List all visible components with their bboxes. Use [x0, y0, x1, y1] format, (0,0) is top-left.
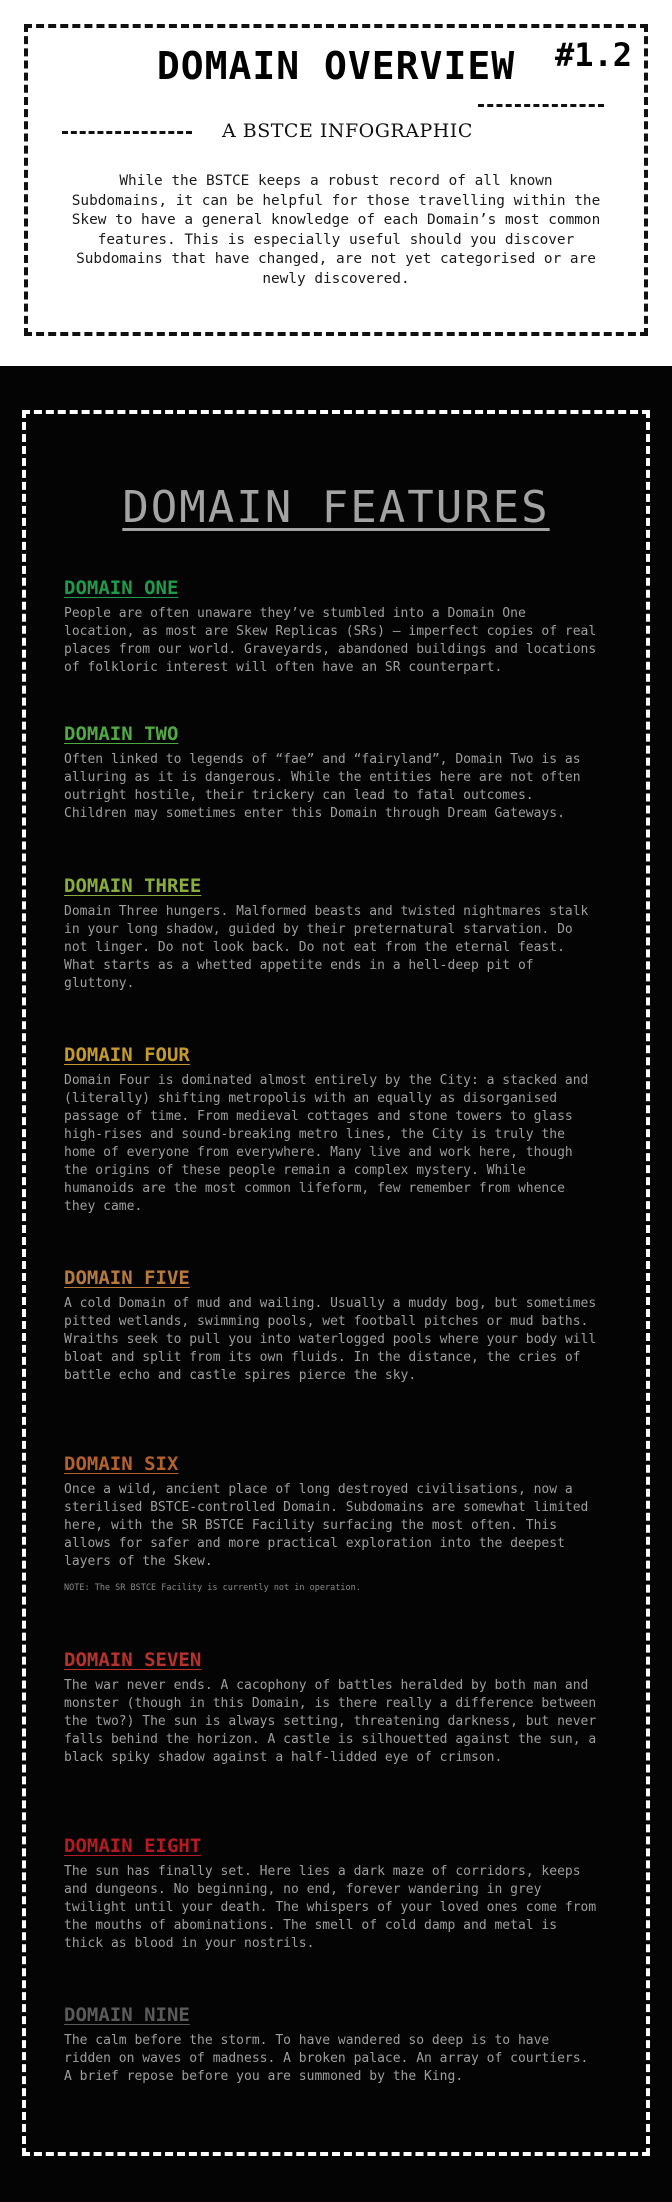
domain-eight: [64, 1834, 604, 1953]
domain-features-section: [0, 366, 672, 2202]
domain-one: [64, 576, 604, 677]
dashed-divider-right: [478, 104, 604, 107]
domain-nine: [64, 2003, 604, 2086]
domain-name: DOMAIN TWO: [64, 723, 179, 745]
domain-two: [64, 722, 604, 823]
domain-five: [64, 1266, 604, 1385]
domain-description: People are often unaware they’ve stumbled into a Domain One location, as most are Skew Replicas (SRs) – imperfect copies of real places from our world. Graveyards, abandoned buildings and locations of folkloric interest will often have an SR counterpart.: [64, 606, 597, 675]
domain-name: DOMAIN FOUR: [64, 1044, 190, 1066]
page-title: DOMAIN OVERVIEW: [156, 44, 516, 88]
domain-name: DOMAIN SIX: [64, 1453, 179, 1475]
domain-name: DOMAIN SEVEN: [64, 1649, 202, 1671]
domain-description: The war never ends. A cacophony of battles heralded by both man and monster (though in this Domain, is there really a difference between the two?) The sun is always setting, threatening darkness, but never falls behind the horizon. A castle is silhouetted against the sun, a black spiky shadow against a half-lidded eye of crimson.: [64, 1678, 597, 1765]
domain-note: NOTE: The SR BSTCE Facility is currently not in operation.: [64, 1583, 361, 1593]
issue-number: #1.2: [554, 36, 632, 74]
domain-description: Domain Four is dominated almost entirely by the City: a stacked and (literally) shifting metropolis with an equally as disorganised passage of time. From medieval cottages and stone towers to glass high-rises and sound-breaking metro lines, the City is truly the home of everyone from everywhere. Many live and work here, though the origins of these people remain a complex mystery. While humanoids are the most common lifeform, few remember from whence they came.: [64, 1073, 589, 1214]
overview-header-section: [0, 0, 672, 366]
domain-description: Domain Three hungers. Malformed beasts and twisted nightmares stalk in your long shadow, guided by their preternatural starvation. Do not linger. Do not look back. Do not eat from the eternal feast. What starts as a whetted appetite ends in a hell-deep pit of gluttony.: [64, 904, 589, 991]
domain-name: DOMAIN EIGHT: [64, 1835, 202, 1857]
domain-four: [64, 1043, 604, 1216]
intro-paragraph: While the BSTCE keeps a robust record of all known Subdomains, it can be helpful for those travelling within the Skew to have a general knowledge of each Domain’s most common features. This is especially useful should you discover Subdomains that have changed, are not yet categorised or are newly discovered.: [71, 173, 601, 287]
domain-seven: [64, 1648, 604, 1767]
domain-name: DOMAIN THREE: [64, 875, 202, 897]
domain-description: The sun has finally set. Here lies a dark maze of corridors, keeps and dungeons. No beginning, no end, forever wandering in grey twilight until your death. The whispers of your loved ones come from the mouths of abominations. The smell of cold damp and metal is thick as blood in your nostrils.: [64, 1864, 597, 1951]
domain-description: Often linked to legends of “fae” and “fairyland”, Domain Two is as alluring as it is dangerous. While the entities here are not often outright hostile, their trickery can lead to fatal outcomes. Children may sometimes enter this Domain through Dream Gateways.: [64, 752, 581, 821]
features-title: DOMAIN FEATURES: [122, 482, 550, 533]
domain-six: [64, 1452, 604, 1593]
page-subtitle: A BSTCE INFOGRAPHIC: [222, 120, 473, 142]
domain-name: DOMAIN NINE: [64, 2004, 190, 2026]
domain-description: The calm before the storm. To have wandered so deep is to have ridden on waves of madness. A broken palace. An array of courtiers. A brief repose before you are summoned by the King.: [64, 2033, 589, 2084]
domain-description: Once a wild, ancient place of long destroyed civilisations, now a sterilised BSTCE-controlled Domain. Subdomains are somewhat limited here, with the SR BSTCE Facility surfacing the most often. This allows for safer and more practical exploration into the deepest layers of the Skew.: [64, 1482, 589, 1569]
domain-name: DOMAIN ONE: [64, 577, 179, 599]
domain-three: [64, 874, 604, 993]
domain-name: DOMAIN FIVE: [64, 1267, 190, 1289]
dashed-divider-left: [62, 131, 192, 134]
domain-description: A cold Domain of mud and wailing. Usually a muddy bog, but sometimes pitted wetlands, swimming pools, wet football pitches or mud baths. Wraiths seek to pull you into waterlogged pools where your body will bloat and split from its own fluids. In the distance, the cries of battle echo and castle spires pierce the sky.: [64, 1296, 597, 1383]
